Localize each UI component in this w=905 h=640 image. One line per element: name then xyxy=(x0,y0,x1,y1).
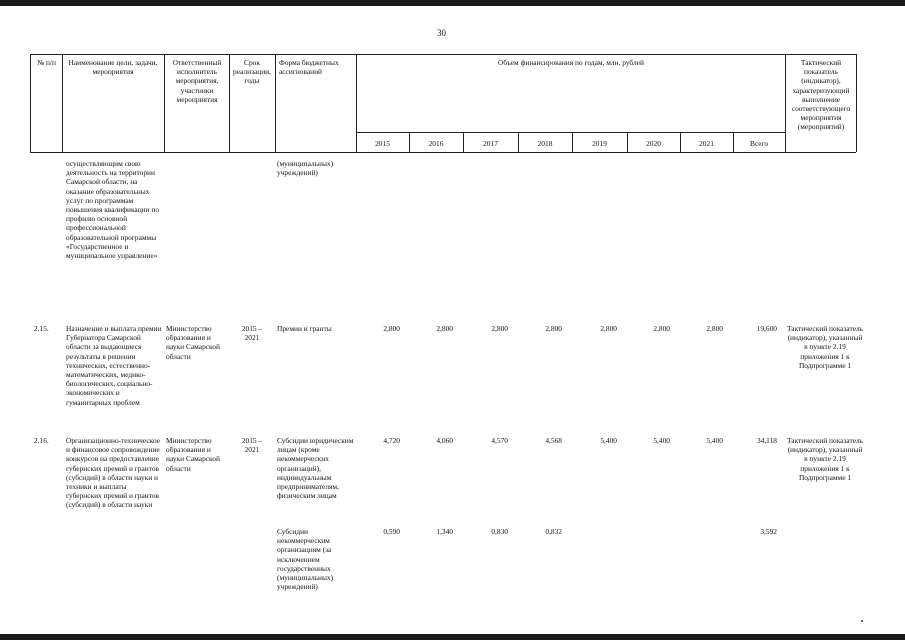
header-num: № п/п xyxy=(37,58,56,67)
header-total: Всего xyxy=(749,139,769,148)
row-2-15-value-2020: 2,800 xyxy=(653,324,670,333)
row-2-16b-value-2016: 1,340 xyxy=(436,527,453,536)
row-2-16-value-2020: 5,400 xyxy=(653,436,670,445)
row-2-15-form: Премии и гранты xyxy=(277,324,332,333)
row-2-15-total: 19,600 xyxy=(756,324,777,333)
header-year-2015: 2015 xyxy=(375,139,390,148)
row-2-15-responsible: Министерство образования и науки Самарской области xyxy=(166,324,220,361)
table-top-border xyxy=(30,54,856,55)
header-year-2019: 2019 xyxy=(592,139,607,148)
row-2-16-form: Субсидии юридическим лицам (кроме некоммерческих организаций), индивидуальным предпринимателям, физическим лицам xyxy=(277,436,354,501)
row-2-16b-form: Субсидии некоммерческим организациям (за исключением государственных (муниципальных) учреждений) xyxy=(277,527,334,592)
row-2-15-indicator: Тактический показатель (индикатор), указанный в пункте 2.19 приложения 1 к Подпрограмме 1 xyxy=(786,324,864,370)
page-number: 30 xyxy=(437,28,446,38)
header-year-2021: 2021 xyxy=(699,139,714,148)
row-2-16-value-2019: 5,400 xyxy=(600,436,617,445)
row-2-15-value-2017: 2,800 xyxy=(491,324,508,333)
header-responsible: Ответственный исполнитель мероприятия, участники мероприятия xyxy=(172,58,222,104)
row-2-16b-value-2015: 0,590 xyxy=(383,527,400,536)
header-year-2017: 2017 xyxy=(483,139,498,148)
row-2-15-value-2021: 2,800 xyxy=(706,324,723,333)
row-2-16-indicator: Тактический показатель (индикатор), указанный в пункте 2.19 приложения 1 к Подпрограмме 1 xyxy=(786,436,864,482)
header-bottom-border xyxy=(30,152,856,153)
years-divider xyxy=(356,132,785,133)
row-2-16-total: 34,118 xyxy=(756,436,777,445)
row-2-16-name: Организационно-техническое и финансовое сопровождение конкурсов на предоставление губернских премий и грантов (субсидий) в области науки и техники и выплаты губернских премий и грантов (субсидий) в области науки xyxy=(66,436,160,510)
col-line xyxy=(30,54,31,152)
row-2-16-value-2016: 4,060 xyxy=(436,436,453,445)
row-2-15-value-2018: 2,800 xyxy=(545,324,562,333)
row-2-15-value-2016: 2,800 xyxy=(436,324,453,333)
header-form: Форма бюджетных ассигнований xyxy=(279,58,339,77)
row-2-16-value-2018: 4,568 xyxy=(545,436,562,445)
header-indicator: Тактический показатель (индикатор), характеризующий выполнение соответствующего мероприятия (мероприятий) xyxy=(791,58,851,132)
row-2-16-value-2015: 4,720 xyxy=(383,436,400,445)
header-year-2016: 2016 xyxy=(428,139,444,148)
row-continued-name: осуществляющим свою деятельность на территории Самарской области, на оказание образовательных услуг по программам повышения квалификации по профилю основной профессиональной образовательной программы «Государственное и муниципальное управление» xyxy=(66,159,160,261)
row-2-15-value-2015: 2,800 xyxy=(383,324,400,333)
header-name: Наименование цели, задачи, мероприятия xyxy=(68,58,158,77)
header-term: Срок реализации, годы xyxy=(233,58,271,86)
col-line xyxy=(856,54,857,152)
row-2-16b-value-2018: 0,832 xyxy=(545,527,562,536)
col-line xyxy=(275,54,276,152)
scan-top-border xyxy=(0,0,905,6)
col-line xyxy=(356,54,357,152)
row-2-15-name: Назначение и выплата премии Губернатора Самарской области за выдающиеся результаты в решении технических, естественно-математических, медико-биологических, социально-экономических и гуманитарных проблем xyxy=(66,324,162,407)
row-2-16-value-2017: 4,570 xyxy=(491,436,508,445)
row-2-16-term: 2015 – 2021 xyxy=(241,436,263,455)
row-2-16-num: 2.16. xyxy=(34,436,49,445)
scan-bottom-border xyxy=(0,634,905,640)
row-continued-form: (муниципальных) учреждений) xyxy=(277,159,334,178)
row-2-16b-total: 3,592 xyxy=(760,527,777,536)
header-year-2020: 2020 xyxy=(646,139,661,148)
row-2-16-value-2021: 5,400 xyxy=(706,436,723,445)
budget-table xyxy=(30,54,886,632)
row-2-15-value-2019: 2,800 xyxy=(600,324,617,333)
scan-speck xyxy=(861,620,863,622)
row-2-15-term: 2015 – 2021 xyxy=(241,324,263,343)
row-2-16-responsible: Министерство образования и науки Самарской области xyxy=(166,436,220,473)
header-volume: Объем финансирования по годам, млн. рублей xyxy=(498,58,644,67)
col-line xyxy=(62,54,63,152)
row-2-16b-value-2017: 0,830 xyxy=(491,527,508,536)
header-year-2018: 2018 xyxy=(537,139,553,148)
row-2-15-num: 2.15. xyxy=(34,324,49,333)
col-line xyxy=(164,54,165,152)
